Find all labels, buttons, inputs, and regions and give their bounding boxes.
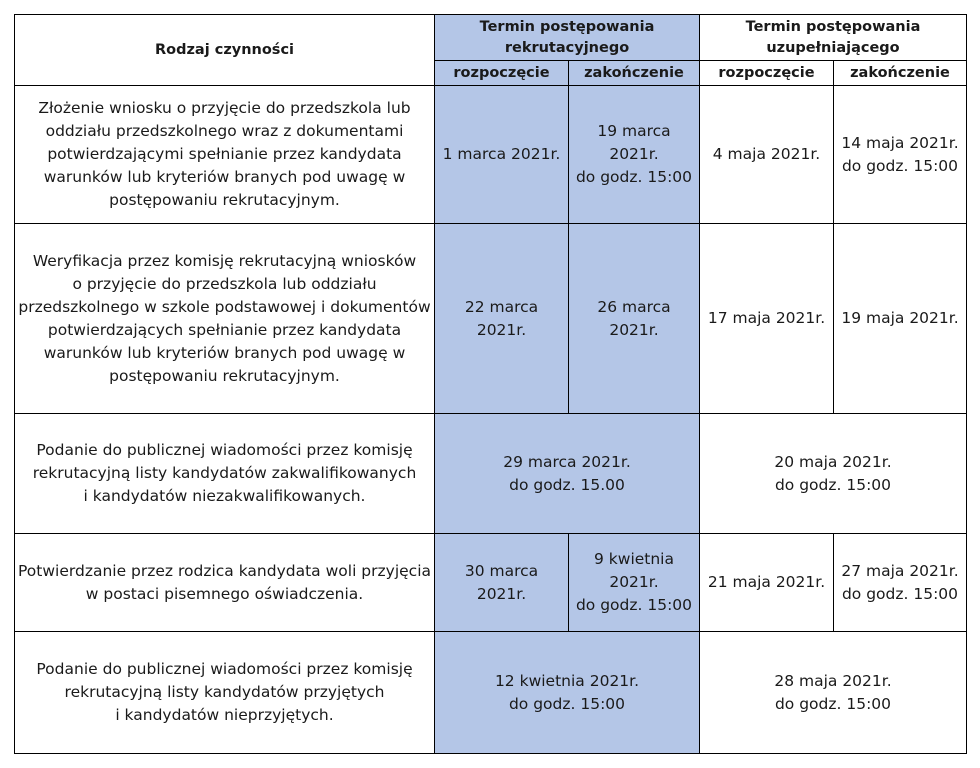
rec-start-cell: 30 marca 2021r. xyxy=(435,534,569,632)
sup-start-cell: 21 maja 2021r. xyxy=(700,534,834,632)
sup-end-cell: 19 maja 2021r. xyxy=(834,224,967,414)
rec-merged-cell: 12 kwietnia 2021r. do godz. 15:00 xyxy=(435,632,700,754)
rec-end-cell: 9 kwietnia 2021r. do godz. 15:00 xyxy=(569,534,700,632)
table-row xyxy=(15,534,967,632)
recruitment-schedule-table xyxy=(14,14,967,754)
table-row xyxy=(15,414,967,534)
rec-merged-cell: 29 marca 2021r. do godz. 15.00 xyxy=(435,414,700,534)
activity-cell: Podanie do publicznej wiadomości przez komisję rekrutacyjną listy kandydatów zakwalifikowanych i kandydatów niezakwalifikowanych. xyxy=(15,414,435,534)
sup-start-cell: 4 maja 2021r. xyxy=(700,86,834,224)
table-row xyxy=(15,86,967,224)
sup-merged-cell: 20 maja 2021r. do godz. 15:00 xyxy=(700,414,967,534)
table-row xyxy=(15,224,967,414)
activity-cell: Potwierdzanie przez rodzica kandydata woli przyjęcia w postaci pisemnego oświadczenia. xyxy=(15,534,435,632)
header-row-top xyxy=(15,15,967,61)
activity-cell: Weryfikacja przez komisję rekrutacyjną wniosków o przyjęcie do przedszkola lub oddziału przedszkolnego w szkole podstawowej i dokumentów potwierdzających spełnianie przez kandydata warunków lub kryteriów branych pod uwagę w postępowaniu rekrutacyjnym. xyxy=(15,224,435,414)
header-activity-type: Rodzaj czynności xyxy=(15,15,435,86)
sup-end-cell: 14 maja 2021r. do godz. 15:00 xyxy=(834,86,967,224)
rec-end-cell: 26 marca 2021r. xyxy=(569,224,700,414)
header-sup-end: zakończenie xyxy=(834,61,967,86)
rec-end-cell: 19 marca 2021r. do godz. 15:00 xyxy=(569,86,700,224)
header-recruitment-term: Termin postępowania rekrutacyjnego xyxy=(435,15,700,61)
table-row xyxy=(15,632,967,754)
sup-end-cell: 27 maja 2021r. do godz. 15:00 xyxy=(834,534,967,632)
rec-start-cell: 22 marca 2021r. xyxy=(435,224,569,414)
activity-cell: Podanie do publicznej wiadomości przez komisję rekrutacyjną listy kandydatów przyjętych i kandydatów nieprzyjętych. xyxy=(15,632,435,754)
activity-cell: Złożenie wniosku o przyjęcie do przedszkola lub oddziału przedszkolnego wraz z dokumentami potwierdzającymi spełnianie przez kandydata warunków lub kryteriów branych pod uwagę w postępowaniu rekrutacyjnym. xyxy=(15,86,435,224)
header-rec-start: rozpoczęcie xyxy=(435,61,569,86)
sup-merged-cell: 28 maja 2021r. do godz. 15:00 xyxy=(700,632,967,754)
rec-start-cell: 1 marca 2021r. xyxy=(435,86,569,224)
header-rec-end: zakończenie xyxy=(569,61,700,86)
sup-start-cell: 17 maja 2021r. xyxy=(700,224,834,414)
header-sup-start: rozpoczęcie xyxy=(700,61,834,86)
header-supplementary-term: Termin postępowania uzupełniającego xyxy=(700,15,967,61)
